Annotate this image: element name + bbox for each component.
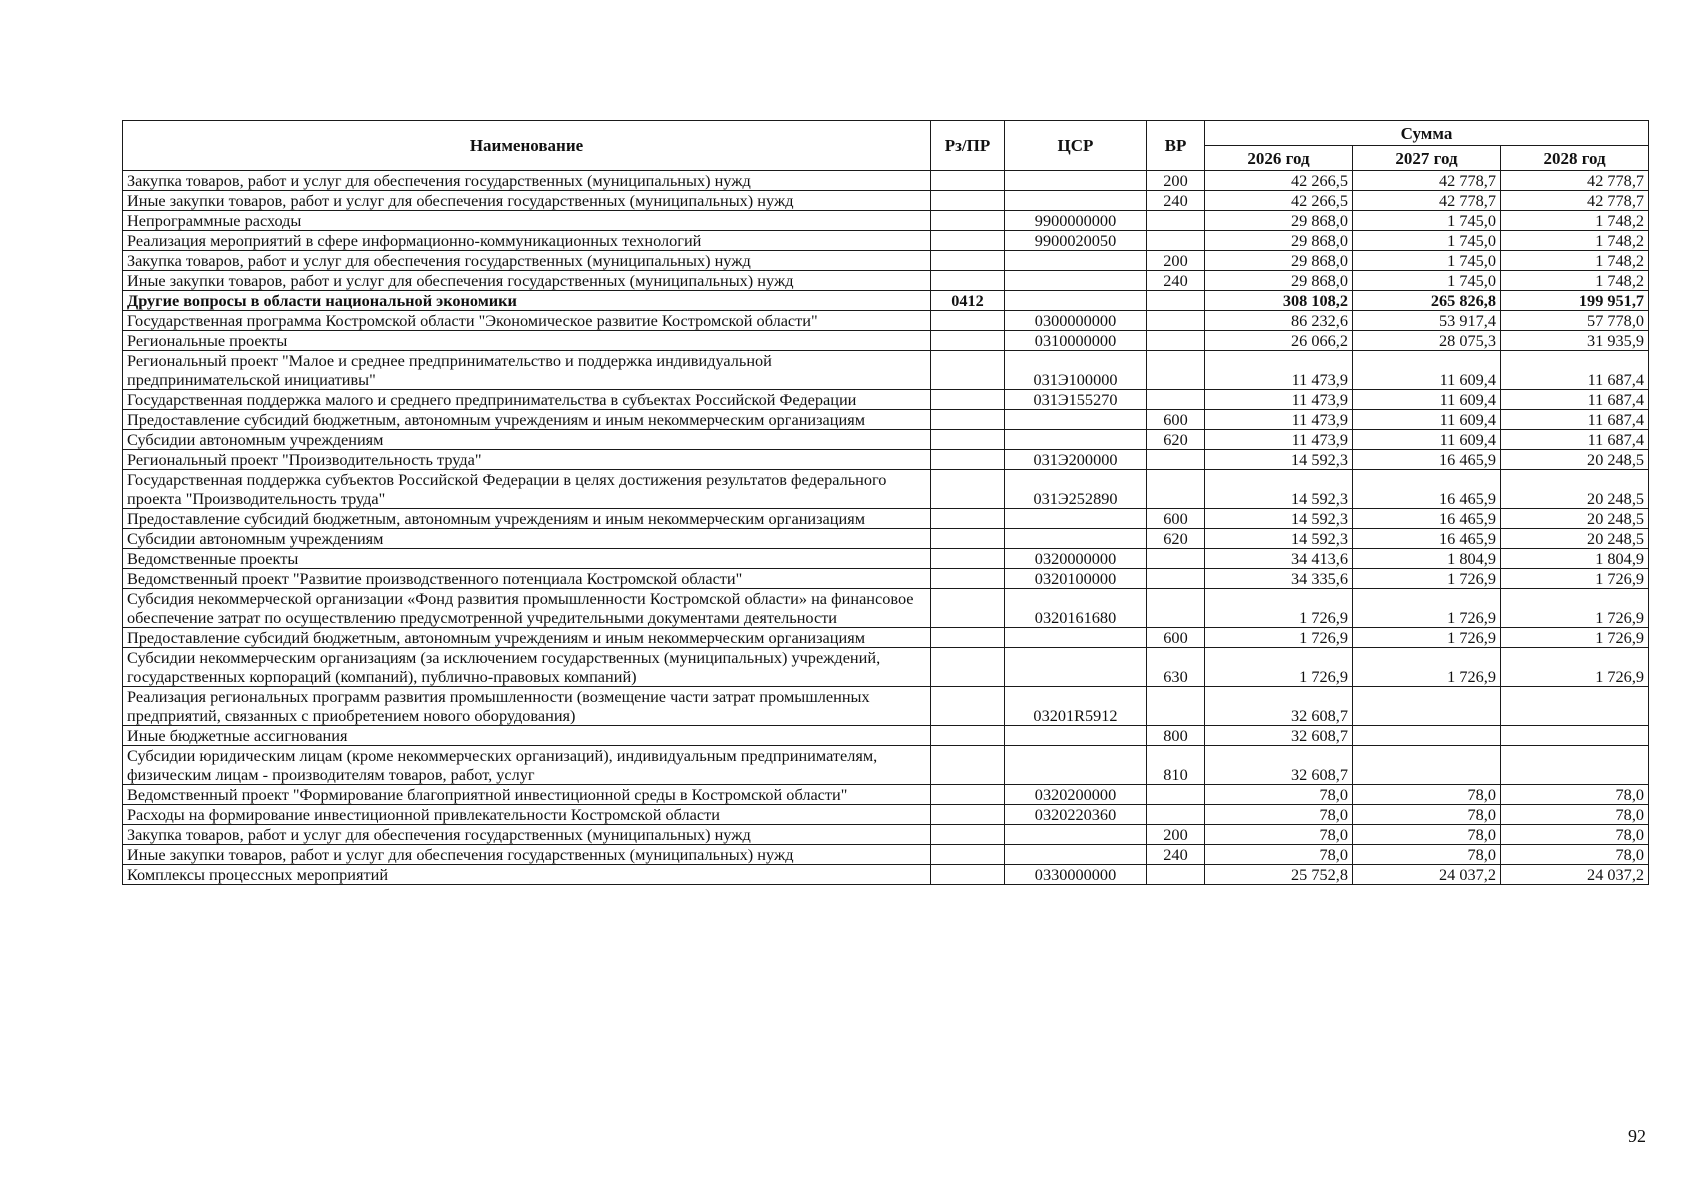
- cell-vr: [1147, 805, 1205, 825]
- cell-rz: [931, 231, 1005, 251]
- cell-2028: 1 748,2: [1501, 251, 1649, 271]
- cell-vr: 240: [1147, 845, 1205, 865]
- table-row: [123, 648, 1649, 687]
- cell-vr: [1147, 450, 1205, 470]
- cell-rz: [931, 569, 1005, 589]
- cell-rz: [931, 845, 1005, 865]
- cell-2027: [1353, 726, 1501, 746]
- cell-name: Иные закупки товаров, работ и услуг для обеспечения государственных (муниципальных) нужд: [123, 191, 931, 211]
- cell-rz: [931, 351, 1005, 390]
- cell-2027: 24 037,2: [1353, 865, 1501, 885]
- cell-2028: 20 248,5: [1501, 509, 1649, 529]
- table-row: [123, 171, 1649, 191]
- cell-rz: [931, 191, 1005, 211]
- cell-2027: 1 726,9: [1353, 648, 1501, 687]
- cell-2026: 1 726,9: [1205, 648, 1353, 687]
- cell-2027: 265 826,8: [1353, 291, 1501, 311]
- cell-csr: 031Э100000: [1005, 351, 1147, 390]
- cell-2027: 1 745,0: [1353, 271, 1501, 291]
- cell-vr: 630: [1147, 648, 1205, 687]
- header-vr: ВР: [1147, 121, 1205, 171]
- cell-name: Региональные проекты: [123, 331, 931, 351]
- cell-2026: 42 266,5: [1205, 191, 1353, 211]
- cell-2026: 11 473,9: [1205, 410, 1353, 430]
- cell-name: Субсидии автономным учреждениям: [123, 430, 931, 450]
- cell-csr: 0330000000: [1005, 865, 1147, 885]
- cell-2028: 11 687,4: [1501, 410, 1649, 430]
- cell-name: Ведомственный проект "Развитие производственного потенциала Костромской области": [123, 569, 931, 589]
- cell-rz: 0412: [931, 291, 1005, 311]
- cell-csr: [1005, 648, 1147, 687]
- cell-2028: 78,0: [1501, 845, 1649, 865]
- cell-2026: 29 868,0: [1205, 231, 1353, 251]
- table-row: [123, 746, 1649, 785]
- cell-2027: 1 745,0: [1353, 211, 1501, 231]
- cell-2028: [1501, 746, 1649, 785]
- cell-vr: [1147, 687, 1205, 726]
- table-row: [123, 450, 1649, 470]
- cell-2028: 24 037,2: [1501, 865, 1649, 885]
- cell-2026: 29 868,0: [1205, 271, 1353, 291]
- cell-csr: [1005, 845, 1147, 865]
- cell-2026: 78,0: [1205, 805, 1353, 825]
- cell-name: Иные бюджетные ассигнования: [123, 726, 931, 746]
- cell-2027: 1 745,0: [1353, 231, 1501, 251]
- cell-2028: 1 726,9: [1501, 569, 1649, 589]
- table-header: [123, 121, 1649, 171]
- cell-2028: 1 748,2: [1501, 271, 1649, 291]
- cell-2026: 14 592,3: [1205, 529, 1353, 549]
- table-row: [123, 785, 1649, 805]
- table-row: [123, 351, 1649, 390]
- cell-name: Субсидии некоммерческим организациям (за исключением государственных (муниципальных) учреждений, государственных корпораций (компаний), публично-правовых компаний): [123, 648, 931, 687]
- cell-2028: 20 248,5: [1501, 470, 1649, 509]
- cell-2028: [1501, 687, 1649, 726]
- cell-vr: [1147, 865, 1205, 885]
- cell-rz: [931, 430, 1005, 450]
- header-csr: ЦСР: [1005, 121, 1147, 171]
- cell-2027: 42 778,7: [1353, 191, 1501, 211]
- cell-vr: [1147, 351, 1205, 390]
- cell-2026: 11 473,9: [1205, 351, 1353, 390]
- cell-name: Другие вопросы в области национальной экономики: [123, 291, 931, 311]
- cell-csr: [1005, 509, 1147, 529]
- cell-2028: 57 778,0: [1501, 311, 1649, 331]
- cell-name: Иные закупки товаров, работ и услуг для обеспечения государственных (муниципальных) нужд: [123, 271, 931, 291]
- cell-rz: [931, 509, 1005, 529]
- table-row: [123, 589, 1649, 628]
- cell-2026: 14 592,3: [1205, 470, 1353, 509]
- table-row: [123, 845, 1649, 865]
- table-row: [123, 687, 1649, 726]
- cell-csr: 031Э252890: [1005, 470, 1147, 509]
- cell-vr: [1147, 390, 1205, 410]
- table-row: [123, 311, 1649, 331]
- table-row: [123, 251, 1649, 271]
- cell-csr: [1005, 251, 1147, 271]
- cell-2027: 16 465,9: [1353, 509, 1501, 529]
- cell-2028: 1 726,9: [1501, 648, 1649, 687]
- cell-2028: 1 748,2: [1501, 211, 1649, 231]
- cell-rz: [931, 271, 1005, 291]
- cell-2026: 14 592,3: [1205, 450, 1353, 470]
- cell-2026: 14 592,3: [1205, 509, 1353, 529]
- cell-2028: 1 748,2: [1501, 231, 1649, 251]
- cell-rz: [931, 211, 1005, 231]
- cell-rz: [931, 529, 1005, 549]
- cell-2026: 78,0: [1205, 825, 1353, 845]
- cell-2026: 42 266,5: [1205, 171, 1353, 191]
- cell-rz: [931, 410, 1005, 430]
- header-year-2026: 2026 год: [1205, 146, 1353, 171]
- cell-2027: [1353, 746, 1501, 785]
- cell-2026: 26 066,2: [1205, 331, 1353, 351]
- cell-2026: 86 232,6: [1205, 311, 1353, 331]
- cell-csr: [1005, 171, 1147, 191]
- cell-2027: 11 609,4: [1353, 351, 1501, 390]
- cell-csr: [1005, 628, 1147, 648]
- cell-name: Региональный проект "Малое и среднее предпринимательство и поддержка индивидуальной предпринимательской инициативы": [123, 351, 931, 390]
- cell-name: Непрограммные расходы: [123, 211, 931, 231]
- cell-2027: 16 465,9: [1353, 470, 1501, 509]
- cell-csr: [1005, 410, 1147, 430]
- cell-2026: 78,0: [1205, 845, 1353, 865]
- table-row: [123, 271, 1649, 291]
- table-row: [123, 825, 1649, 845]
- cell-vr: [1147, 211, 1205, 231]
- cell-2028: 42 778,7: [1501, 171, 1649, 191]
- cell-name: Реализация мероприятий в сфере информационно-коммуникационных технологий: [123, 231, 931, 251]
- cell-rz: [931, 825, 1005, 845]
- table-row: [123, 211, 1649, 231]
- cell-name: Субсидии юридическим лицам (кроме некоммерческих организаций), индивидуальным предпринимателям, физическим лицам - производителям товаров, работ, услуг: [123, 746, 931, 785]
- cell-csr: 031Э155270: [1005, 390, 1147, 410]
- cell-vr: [1147, 311, 1205, 331]
- cell-rz: [931, 746, 1005, 785]
- cell-name: Ведомственный проект "Формирование благоприятной инвестиционной среды в Костромской области": [123, 785, 931, 805]
- cell-2027: 11 609,4: [1353, 410, 1501, 430]
- cell-rz: [931, 785, 1005, 805]
- cell-vr: [1147, 470, 1205, 509]
- cell-2028: 11 687,4: [1501, 351, 1649, 390]
- cell-name: Субсидия некоммерческой организации «Фонд развития промышленности Костромской области» на финансовое обеспечение затрат по осуществлению предусмотренной учредительными документами деятельности: [123, 589, 931, 628]
- cell-2028: 199 951,7: [1501, 291, 1649, 311]
- cell-2026: 32 608,7: [1205, 746, 1353, 785]
- header-rz: Рз/ПР: [931, 121, 1005, 171]
- cell-name: Государственная поддержка субъектов Российской Федерации в целях достижения результатов федерального проекта "Производительность труда": [123, 470, 931, 509]
- cell-2028: [1501, 726, 1649, 746]
- cell-rz: [931, 648, 1005, 687]
- cell-vr: 800: [1147, 726, 1205, 746]
- cell-2026: 1 726,9: [1205, 628, 1353, 648]
- cell-rz: [931, 687, 1005, 726]
- cell-rz: [931, 470, 1005, 509]
- cell-vr: [1147, 785, 1205, 805]
- table-row: [123, 291, 1649, 311]
- cell-2028: 1 804,9: [1501, 549, 1649, 569]
- cell-2026: 29 868,0: [1205, 251, 1353, 271]
- cell-2027: 78,0: [1353, 845, 1501, 865]
- cell-2026: 11 473,9: [1205, 430, 1353, 450]
- cell-2028: 1 726,9: [1501, 589, 1649, 628]
- cell-vr: 200: [1147, 251, 1205, 271]
- cell-rz: [931, 805, 1005, 825]
- table-row: [123, 331, 1649, 351]
- cell-rz: [931, 171, 1005, 191]
- cell-2026: 32 608,7: [1205, 726, 1353, 746]
- cell-2027: [1353, 687, 1501, 726]
- cell-vr: 620: [1147, 430, 1205, 450]
- cell-name: Иные закупки товаров, работ и услуг для обеспечения государственных (муниципальных) нужд: [123, 845, 931, 865]
- cell-vr: 600: [1147, 628, 1205, 648]
- cell-2028: 11 687,4: [1501, 430, 1649, 450]
- cell-2028: 20 248,5: [1501, 450, 1649, 470]
- cell-2026: 11 473,9: [1205, 390, 1353, 410]
- table-row: [123, 726, 1649, 746]
- cell-2027: 78,0: [1353, 825, 1501, 845]
- cell-2027: 78,0: [1353, 785, 1501, 805]
- cell-rz: [931, 331, 1005, 351]
- cell-2028: 31 935,9: [1501, 331, 1649, 351]
- cell-2026: 308 108,2: [1205, 291, 1353, 311]
- cell-name: Государственная поддержка малого и среднего предпринимательства в субъектах Российской Федерации: [123, 390, 931, 410]
- cell-name: Предоставление субсидий бюджетным, автономным учреждениям и иным некоммерческим организациям: [123, 509, 931, 529]
- cell-2027: 78,0: [1353, 805, 1501, 825]
- cell-name: Региональный проект "Производительность труда": [123, 450, 931, 470]
- cell-csr: 0320100000: [1005, 569, 1147, 589]
- cell-rz: [931, 589, 1005, 628]
- cell-vr: 200: [1147, 825, 1205, 845]
- cell-csr: 031Э200000: [1005, 450, 1147, 470]
- cell-name: Расходы на формирование инвестиционной привлекательности Костромской области: [123, 805, 931, 825]
- cell-2028: 1 726,9: [1501, 628, 1649, 648]
- cell-vr: 200: [1147, 171, 1205, 191]
- cell-name: Государственная программа Костромской области "Экономическое развитие Костромской области": [123, 311, 931, 331]
- cell-name: Ведомственные проекты: [123, 549, 931, 569]
- table-row: [123, 529, 1649, 549]
- cell-name: Предоставление субсидий бюджетным, автономным учреждениям и иным некоммерческим организациям: [123, 410, 931, 430]
- cell-csr: 9900020050: [1005, 231, 1147, 251]
- cell-2028: 11 687,4: [1501, 390, 1649, 410]
- cell-vr: 240: [1147, 191, 1205, 211]
- cell-name: Закупка товаров, работ и услуг для обеспечения государственных (муниципальных) нужд: [123, 171, 931, 191]
- cell-vr: 240: [1147, 271, 1205, 291]
- cell-csr: 0320220360: [1005, 805, 1147, 825]
- cell-vr: 600: [1147, 509, 1205, 529]
- cell-2027: 1 745,0: [1353, 251, 1501, 271]
- cell-2028: 78,0: [1501, 805, 1649, 825]
- cell-rz: [931, 549, 1005, 569]
- table-row: [123, 549, 1649, 569]
- cell-2027: 28 075,3: [1353, 331, 1501, 351]
- table-body: [123, 171, 1649, 885]
- cell-vr: [1147, 291, 1205, 311]
- cell-2028: 78,0: [1501, 825, 1649, 845]
- cell-vr: [1147, 331, 1205, 351]
- cell-2026: 34 335,6: [1205, 569, 1353, 589]
- header-name: Наименование: [123, 121, 931, 171]
- table-row: [123, 231, 1649, 251]
- table-row: [123, 470, 1649, 509]
- cell-csr: [1005, 291, 1147, 311]
- cell-2026: 25 752,8: [1205, 865, 1353, 885]
- cell-vr: [1147, 549, 1205, 569]
- cell-vr: [1147, 231, 1205, 251]
- table-row: [123, 569, 1649, 589]
- cell-csr: 0320000000: [1005, 549, 1147, 569]
- cell-2026: 34 413,6: [1205, 549, 1353, 569]
- cell-vr: [1147, 569, 1205, 589]
- cell-csr: [1005, 430, 1147, 450]
- cell-vr: 600: [1147, 410, 1205, 430]
- cell-2026: 1 726,9: [1205, 589, 1353, 628]
- cell-name: Предоставление субсидий бюджетным, автономным учреждениям и иным некоммерческим организациям: [123, 628, 931, 648]
- cell-2027: 11 609,4: [1353, 390, 1501, 410]
- cell-name: Реализация региональных программ развития промышленности (возмещение части затрат промышленных предприятий, связанных с приобретением нового оборудования): [123, 687, 931, 726]
- cell-name: Закупка товаров, работ и услуг для обеспечения государственных (муниципальных) нужд: [123, 251, 931, 271]
- cell-csr: [1005, 271, 1147, 291]
- cell-csr: 0320200000: [1005, 785, 1147, 805]
- cell-2027: 1 726,9: [1353, 569, 1501, 589]
- cell-name: Субсидии автономным учреждениям: [123, 529, 931, 549]
- cell-2027: 1 726,9: [1353, 628, 1501, 648]
- cell-csr: 0320161680: [1005, 589, 1147, 628]
- cell-rz: [931, 311, 1005, 331]
- cell-vr: 620: [1147, 529, 1205, 549]
- cell-rz: [931, 865, 1005, 885]
- cell-rz: [931, 390, 1005, 410]
- cell-2027: 1 804,9: [1353, 549, 1501, 569]
- table-row: [123, 430, 1649, 450]
- cell-2027: 16 465,9: [1353, 529, 1501, 549]
- cell-2027: 1 726,9: [1353, 589, 1501, 628]
- cell-rz: [931, 450, 1005, 470]
- cell-2028: 20 248,5: [1501, 529, 1649, 549]
- table-row: [123, 390, 1649, 410]
- header-sum: Сумма: [1205, 121, 1649, 146]
- cell-2028: 42 778,7: [1501, 191, 1649, 211]
- cell-csr: 9900000000: [1005, 211, 1147, 231]
- cell-csr: [1005, 825, 1147, 845]
- cell-rz: [931, 251, 1005, 271]
- header-year-2028: 2028 год: [1501, 146, 1649, 171]
- cell-2027: 42 778,7: [1353, 171, 1501, 191]
- cell-csr: [1005, 191, 1147, 211]
- cell-2026: 78,0: [1205, 785, 1353, 805]
- cell-csr: 03201R5912: [1005, 687, 1147, 726]
- cell-2027: 16 465,9: [1353, 450, 1501, 470]
- table-row: [123, 509, 1649, 529]
- table-row: [123, 410, 1649, 430]
- page-number: 92: [1628, 1126, 1646, 1146]
- cell-csr: [1005, 529, 1147, 549]
- cell-rz: [931, 628, 1005, 648]
- cell-2027: 53 917,4: [1353, 311, 1501, 331]
- cell-csr: [1005, 746, 1147, 785]
- cell-name: Закупка товаров, работ и услуг для обеспечения государственных (муниципальных) нужд: [123, 825, 931, 845]
- cell-csr: 0300000000: [1005, 311, 1147, 331]
- cell-csr: [1005, 726, 1147, 746]
- cell-2026: 32 608,7: [1205, 687, 1353, 726]
- cell-vr: 810: [1147, 746, 1205, 785]
- table-row: [123, 805, 1649, 825]
- budget-table: [122, 120, 1649, 885]
- cell-vr: [1147, 589, 1205, 628]
- cell-name: Комплексы процессных мероприятий: [123, 865, 931, 885]
- cell-2027: 11 609,4: [1353, 430, 1501, 450]
- cell-2026: 29 868,0: [1205, 211, 1353, 231]
- table-row: [123, 628, 1649, 648]
- cell-csr: 0310000000: [1005, 331, 1147, 351]
- table-row: [123, 865, 1649, 885]
- table-row: [123, 191, 1649, 211]
- header-year-2027: 2027 год: [1353, 146, 1501, 171]
- cell-rz: [931, 726, 1005, 746]
- cell-2028: 78,0: [1501, 785, 1649, 805]
